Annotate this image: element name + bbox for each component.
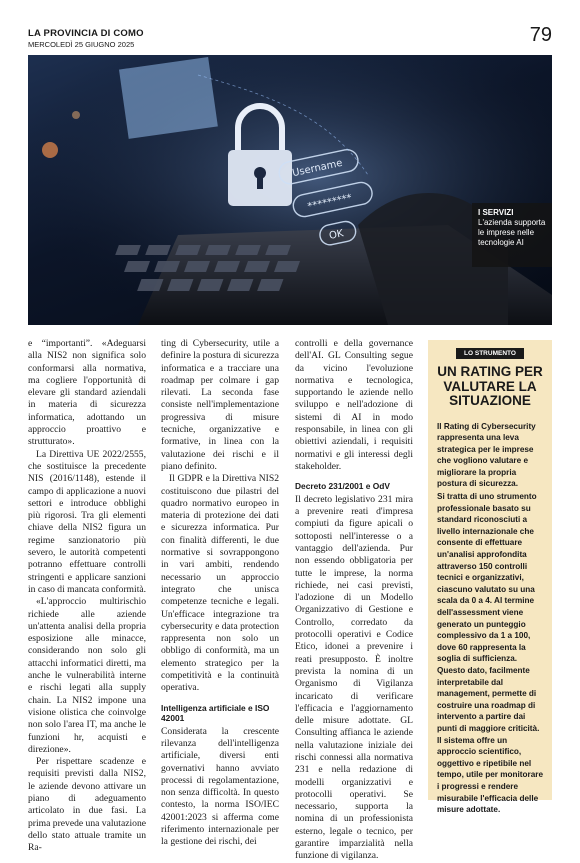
photo-caption [472,203,552,267]
issue-date: MERCOLEDÌ 25 GIUGNO 2025 [28,40,135,49]
page-number: 79 [529,24,552,46]
article-column-3 [295,338,413,863]
username-screen-label: Username [291,157,344,180]
paragraph: controlli e della governance dell'AI. GL Consulting segue da vicino l'evoluzione normativa e tecnologica, supportando le aziende nello sviluppo e nell'adozione di sistemi di AI in modo responsabile, in linea con gli obiettivi aziendali, i requisiti normativi e gli interessi degli stakeholder. [295,338,413,472]
newspaper-name: LA PROVINCIA DI COMO [28,28,144,39]
caption-text: L'azienda supporta le imprese nelle tecnologie AI [478,218,546,247]
subheading-decreto-231: Decreto 231/2001 e OdV [295,481,390,492]
paragraph: La Direttiva UE 2022/2555, che sostituisce la precedente NIS (2016/1148), estende il campo di applicazione a nuovi settori e introduce obblighi più rigorosi. Tra gli elementi chiave della NIS2 figura un regime sanzionatorio più severo, le autorità competenti potranno effettuare controlli stringenti e applicare sanzioni in caso di mancata conformità. [28,448,147,595]
article-column-1 [28,338,146,854]
sidebar-paragraph: Si tratta di uno strumento professionale basato su standard riconosciuti a livello internazionale che consente di effettuare un'analisi approfondita attraverso 150 controlli tecnici e organizzativi, ciascuno valutato su una scala da 0 a 4. Al termine dell'assessment viene generato un punteggio complessivo da 1 a 100, dove 60 rappresenta la soglia di sufficienza. Questo dato, facilmente interpretabile dal management, permette di costruire una roadmap di intervento a partire dai punti di maggiore criticità. Il sistema offre un approccio scientifico, oggettivo e ripetibile nel tempo, utile per monitorare i progressi e rendere misurabile l'efficacia delle misure adottate. [437,492,543,815]
article-photo [28,55,552,325]
sidebar-box [428,340,552,815]
paragraph: Considerata la crescente rilevanza dell'intelligenza artificiale, diversi enti governativi hanno avviato processi di regolamentazione, non senza difficoltà. In questo contesto, la norma ISO/IEC 42001:2023 si afferma come riferimento internazionale per la gestione dei rischi, dei [161,725,279,848]
article-column-2 [161,338,279,849]
paragraph: Il decreto legislativo 231 mira a prevenire reati d'impresa compiuti da figure apicali o sottoposti nell'interesse o a vantaggio dell'azienda. Pur non essendo obbligatoria per tutte le imprese, la norma richiede, nei casi previsti, l'adozione di un Modello Organizzativo di Gestione e Controllo, corredato da protocolli operativi e Codice Etico, idonei a prevenire i reati presupposto. È inoltre prevista la nomina di un Organismo di Vigilanza incaricato di verificare l'efficacia e l'aggiornamento delle misure adottate. GL Consulting affianca le aziende nella valutazione iniziale dei rischi connessi alla normativa 231 e nella redazione di modelli organizzativi e protocolli operativi. Se necessario, supporta la nomina di un professionista esterno, legale o tecnico, per garantire imparzialità nella funzione di vigilanza. [295,493,413,862]
paragraph: e “importanti”. «Adeguarsi alla NIS2 non significa solo conformarsi alla normativa, ma cogliere l'opportunità di elevare gli standard aziendali in materia di sicurezza informatica, adottando un approccio proattivo e strutturato». [28,338,146,448]
paragraph: Per rispettare scadenze e requisiti previsti dalla NIS2, le aziende devono attivare un piano di adeguamento articolato in due fasi. La prima prevede una valutazione dello stato attuale tramite un Ra- [28,756,147,854]
password-screen-label: ********* [306,192,353,213]
paragraph: Il GDPR e la Direttiva NIS2 costituiscono due pilastri del quadro normativo europeo in materia di protezione dei dati e sicurezza informatica. Pur con finalità differenti, le due normative si sovrappongono in vari ambiti, rendendo necessario un approccio integrato che unisca competenze tecniche e legali. Un'efficace integrazione tra cybersecurity e data protection rappresenta non solo un obbligo di conformità, ma un elemento strategico per la competitività e la continuità operativa. [161,473,280,694]
paragraph: ting di Cybersecurity, utile a definire la postura di sicurezza informatica e a tracciare una roadmap per colmare i gap rilevati. La seconda fase consiste nell'implementazione progressiva di misure tecniche, organizzative e formative, in linea con la valutazione dei rischi e il piano definito. [161,338,279,472]
sidebar-headline: UN RATING PER VALUTARE LA SITUAZIONE [437,364,543,408]
masthead [28,28,144,49]
sidebar-tag: LO STRUMENTO [456,348,524,359]
subheading-ai-iso: Intelligenza artificiale e ISO 42001 [161,702,270,724]
paragraph: «L'approccio multirischio richiede alle aziende un'attenta analisi della propria esposizione alle minacce, considerando non solo gli attacchi informatici diretti, ma anche le vulnerabilità interne e rischi legati alla supply chain. La NIS2 impone una visione olistica che coinvolge non solo l'area IT, ma anche le funzioni hr, acquisti e direzione». [28,596,146,755]
caption-kicker: I SERVIZI [478,208,514,217]
cybersecurity-illustration [28,55,552,325]
sidebar-paragraph: Il Rating di Cybersecurity rappresenta una leva strategica per le imprese che vogliono valutare e migliorare la propria postura di sicurezza. [437,421,536,489]
ok-screen-label: OK [328,228,345,242]
